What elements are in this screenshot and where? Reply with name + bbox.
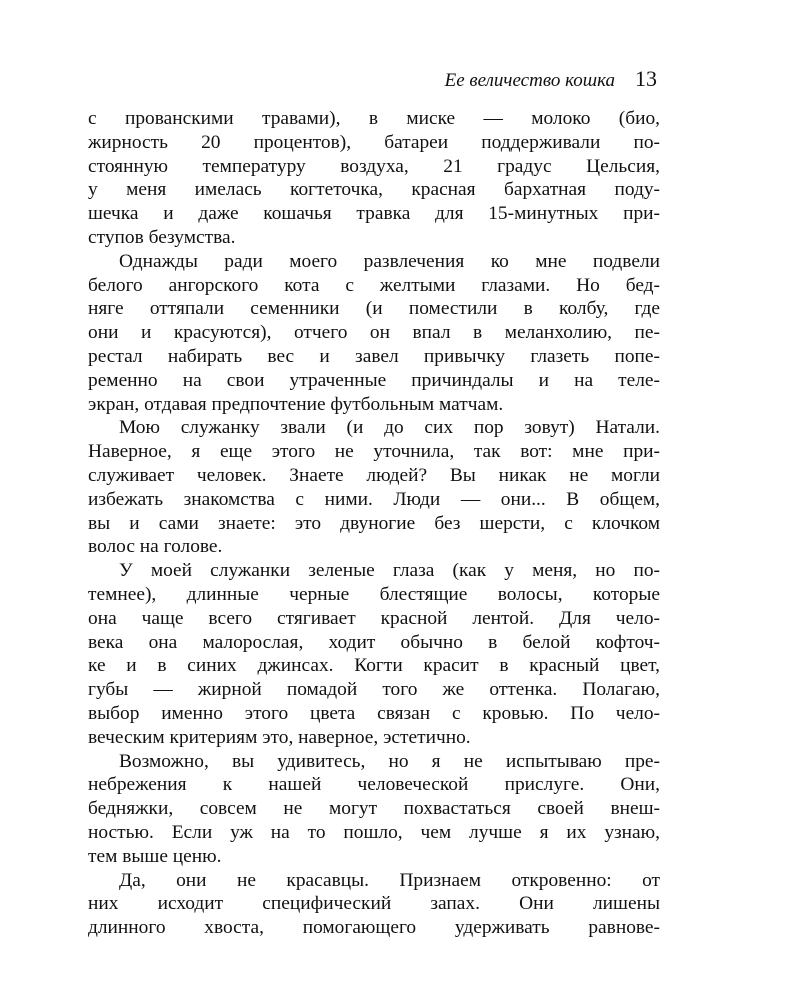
text-line: небрежения к нашей человеческой прислуге. Они, [88, 774, 660, 796]
text-line: бедняжки, совсем не могут похвастаться своей внеш- [88, 798, 660, 820]
text-line: няге оттяпали семенники (и поместили в колбу, где [88, 298, 660, 320]
text-line: длинного хвоста, помогающего удерживать равнове- [88, 917, 660, 939]
text-line: избежать знакомства с ними. Люди — они... В общем, [88, 488, 660, 510]
text-line: Возможно, вы удивитесь, но я не испытываю пре- [119, 750, 660, 772]
text-line: она чаще всего стягивает красной лентой. Для чело- [88, 607, 660, 629]
page-number: 13 [635, 66, 657, 91]
body-text [88, 107, 660, 940]
text-line: У моей служанки зеленые глаза (как у меня, но по- [119, 560, 660, 582]
text-line: ременно на свои утраченные причиндалы и на теле- [88, 369, 660, 391]
text-line: века она малорослая, ходит обычно в белой кофточ- [88, 631, 660, 653]
text-line: них исходит специфический запах. Они лишены [88, 893, 660, 915]
paragraph [88, 416, 660, 559]
text-line: служивает человек. Знаете людей? Вы никак не могли [88, 464, 660, 486]
text-line: Мою служанку звали (и до сих пор зовут) Натали. [119, 417, 660, 439]
text-line: жирность 20 процентов), батареи поддерживали по- [88, 131, 660, 153]
text-line: рестал набирать вес и завел привычку глазеть попе- [88, 345, 660, 367]
text-line: тем выше ценю. [88, 845, 222, 867]
text-line: ступов безумства. [88, 226, 236, 248]
running-header [445, 66, 657, 92]
text-line: у меня имелась когтеточка, красная бархатная поду- [88, 179, 660, 201]
text-line: волос на голове. [88, 536, 223, 558]
paragraph [88, 107, 660, 250]
text-line: выбор именно этого цвета связан с кровью. По чело- [88, 702, 660, 724]
text-line: они и красуются), отчего он впал в меланхолию, пе- [88, 322, 660, 344]
text-line: Наверное, я еще этого не уточнила, так вот: мне при- [88, 441, 660, 463]
text-line: Однажды ради моего развлечения ко мне подвели [119, 250, 660, 272]
text-line: темнее), длинные черные блестящие волосы, которые [88, 583, 660, 605]
text-line: шечка и даже кошачья травка для 15-минутных при- [88, 203, 660, 225]
paragraph [88, 750, 660, 869]
text-line: с прованскими травами), в миске — молоко (био, [88, 108, 660, 129]
text-line: белого ангорского кота с желтыми глазами. Но бед- [88, 274, 660, 296]
text-line: ностью. Если уж на то пошло, чем лучше я их узнаю, [88, 821, 660, 843]
text-line: Да, они не красавцы. Признаем откровенно: от [119, 869, 660, 891]
paragraph [88, 869, 660, 940]
paragraph [88, 250, 660, 417]
text-line: губы — жирной помадой того же оттенка. Полагаю, [88, 679, 660, 701]
paragraph [88, 559, 660, 749]
text-line: экран, отдавая предпочтение футбольным матчам. [88, 393, 504, 415]
text-line: вы и сами знаете: это двуногие без шерсти, с клочком [88, 512, 660, 534]
text-line: стоянную температуру воздуха, 21 градус Цельсия, [88, 155, 660, 177]
text-line: ке и в синих джинсах. Когти красит в красный цвет, [88, 655, 660, 677]
running-title: Ее величество кошка [444, 70, 615, 91]
text-line: веческим критериям это, наверное, эстетично. [88, 726, 471, 748]
